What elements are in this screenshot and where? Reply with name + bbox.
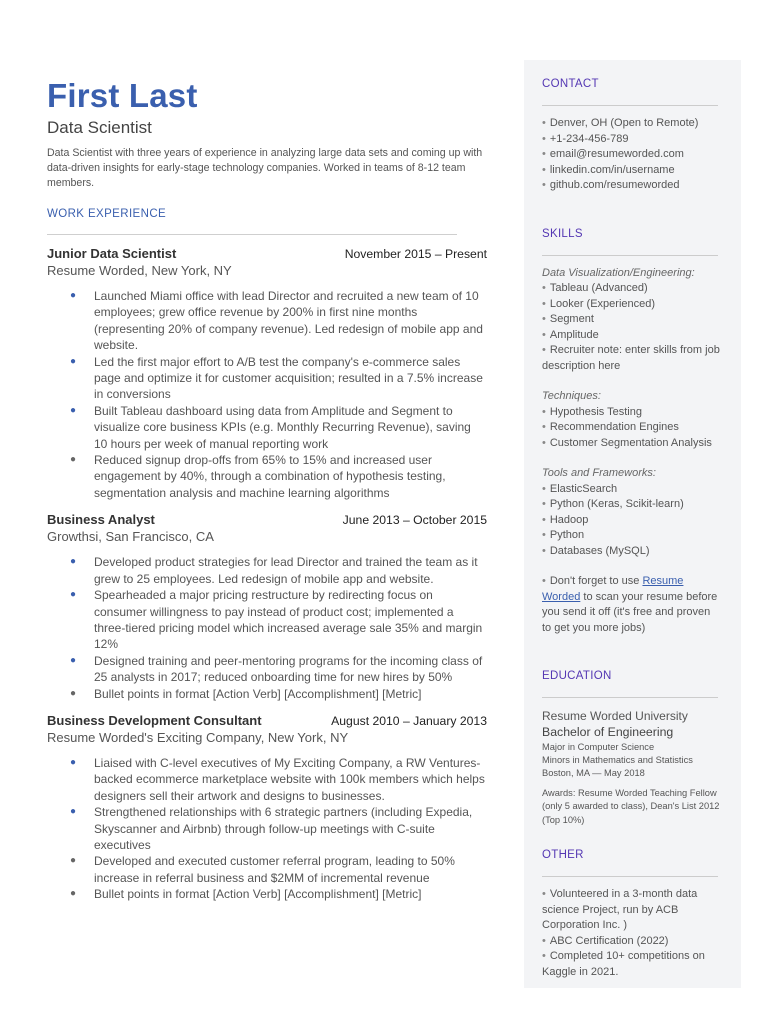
bullet-item: ● Strengthened relationships with 6 strategic partners (including Expedia, Skyscanner and Airbnb) through follow-up meetings with C-suite executives	[70, 805, 473, 852]
section-divider	[542, 255, 718, 256]
job-company: Resume Worded's Exciting Company, New York, NY	[47, 729, 349, 745]
candidate-name: First Last	[47, 77, 198, 114]
skill-item: • Databases (MySQL)	[542, 544, 650, 557]
contact-github[interactable]: • github.com/resumeworded	[542, 179, 680, 191]
skill-item: • Recruiter note: enter skills from job description here	[542, 344, 720, 372]
job-company: Resume Worded, New York, NY	[47, 263, 232, 278]
bullet-item: ● Developed and executed customer referral program, leading to 50% increase in referral business and $2MM of incremental revenue	[70, 854, 455, 885]
skill-item: • ElasticSearch	[542, 482, 618, 495]
contact-list	[542, 116, 722, 194]
bullet-item: ● Developed product strategies for lead Director and trained the team as it grew to 25 employees. Led redesign of mobile app and website.	[70, 555, 478, 586]
contact-email[interactable]: • email@resumeworded.com	[542, 148, 684, 160]
section-divider	[542, 876, 718, 877]
job-bullets	[70, 554, 487, 702]
education-heading: EDUCATION	[542, 670, 612, 682]
bullet-dot-icon: ●	[70, 290, 77, 301]
bullet-dot-icon: ●	[70, 556, 77, 568]
contact-location: • Denver, OH (Open to Remote)	[542, 117, 699, 129]
other-heading: OTHER	[542, 849, 584, 861]
bullet-dot-icon: ●	[70, 855, 77, 867]
education-school: Resume Worded University	[542, 709, 688, 723]
job-bullets	[70, 755, 487, 903]
skill-list	[542, 281, 722, 374]
section-divider	[542, 697, 718, 698]
work-experience-heading: WORK EXPERIENCE	[47, 208, 167, 220]
job-entry	[47, 713, 487, 903]
bullet-item: ● Designed training and peer-mentoring programs for the incoming class of 25 analysts in 2017; reduced onboarding time for new hires by 50%	[70, 653, 483, 685]
bullet-item: ● Spearheaded a major pricing restructure by redirecting focus on consumer willingness to pay instead of product cost; implemented a three-tiered pricing model which increased average sale 35% and margin 12%	[70, 588, 483, 652]
bullet-item: ● Led the first major effort to A/B test the company's e-commerce sales page and optimize it for customer acquisition; resulted in a 7.5% increase in conversions	[70, 354, 483, 402]
skill-list	[542, 405, 722, 452]
contact-linkedin[interactable]: • linkedin.com/in/username	[542, 163, 675, 176]
job-title: Junior Data Scientist	[47, 246, 177, 261]
bullet-dot-icon: ●	[70, 654, 77, 666]
job-title: Business Development Consultant	[47, 712, 262, 728]
bullet-item: ● Reduced signup drop-offs from 65% to 15% and increased user engagement by 40%, through a combination of hypothesis testing, segmentation analysis and machine learning algorithms	[70, 453, 446, 500]
skill-item: • Python (Keras, Scikit-learn)	[542, 498, 684, 510]
bullet-dot-icon: ●	[70, 589, 77, 601]
bullet-item: ● Liaised with C-level executives of My Exciting Company, a RW Ventures-backed ecommerce marketplace website with 100k members which helps designers sell their artwork and designs to businesses.	[70, 755, 485, 803]
sidebar	[524, 60, 741, 988]
bullet-dot-icon: ●	[70, 687, 77, 699]
contact-heading: CONTACT	[542, 78, 599, 90]
skill-group-label: Tools and Frameworks:	[542, 467, 656, 479]
job-entry	[47, 512, 487, 702]
contact-phone: • +1-234-456-789	[542, 132, 629, 145]
bullet-item: ● Launched Miami office with lead Director and recruited a new team of 10 employees; grew office revenue by 200% in first nine months (representing 20% of company revenue). Led redesign of mobile app and website.	[70, 289, 483, 353]
bullet-dot-icon: ●	[70, 806, 77, 818]
job-dates: November 2015 – Present	[344, 247, 487, 261]
bullet-item: ● Bullet points in format [Action Verb] [Accomplishment] [Metric]	[70, 887, 422, 902]
skill-item: • Recommendation Engines	[542, 421, 679, 433]
education-location-date: Boston, MA — May 2018	[542, 768, 645, 779]
bullet-dot-icon: ●	[70, 355, 77, 367]
other-item: • Completed 10+ competitions on Kaggle in 2021.	[542, 950, 705, 978]
main-column	[47, 78, 487, 903]
job-company: Growthsi, San Francisco, CA	[47, 529, 214, 545]
other-item: • Volunteered in a 3-month data science Project, run by ACB Corporation Inc. )	[542, 888, 698, 931]
education-minors: Minors in Mathematics and Statistics	[542, 755, 693, 766]
skill-item: • Hadoop	[542, 513, 589, 526]
skill-item: • Python	[542, 529, 585, 541]
skill-group-label: Techniques:	[542, 390, 601, 402]
skill-group-label: Data Visualization/Engineering:	[542, 266, 695, 279]
resume-worded-link[interactable]: Resume Worded	[542, 575, 684, 603]
job-dates: August 2010 – January 2013	[331, 713, 487, 728]
skill-item: • Tableau (Advanced)	[542, 282, 648, 294]
education-major: Major in Computer Science	[542, 742, 655, 752]
section-divider	[47, 234, 457, 235]
skill-item: • Hypothesis Testing	[542, 405, 642, 418]
skill-item: • Customer Segmentation Analysis	[542, 436, 712, 449]
bullet-item: ● Built Tableau dashboard using data from Amplitude and Segment to visualize core business KPIs (e.g. Monthly Recurring Revenue), saving 10 hours per week of manual reporting work	[70, 403, 471, 451]
skill-list	[542, 482, 722, 560]
education-degree: Bachelor of Engineering	[542, 725, 674, 739]
resume-worded-note: • Don't forget to use Resume Worded to scan your resume before you send it off (it's free and proven to get you more jobs)	[542, 575, 718, 634]
job-dates: June 2013 – October 2015	[342, 513, 487, 528]
section-divider	[542, 105, 718, 106]
education-awards: Awards: Resume Worded Teaching Fellow (only 5 awarded to class), Dean's List 2012 (Top 10%)	[542, 787, 720, 826]
bullet-dot-icon: ●	[70, 404, 77, 416]
bullet-dot-icon: ●	[70, 454, 77, 466]
skill-item: • Amplitude	[542, 328, 599, 341]
candidate-role: Data Scientist	[47, 118, 152, 137]
summary: Data Scientist with three years of experience in analyzing large data sets and coming up with data-driven insights for early-stage technology companies. Worked in teams of 8-12 team members.	[47, 147, 483, 189]
bullet-item: ● Bullet points in format [Action Verb] [Accomplishment] [Metric]	[70, 686, 422, 701]
job-bullets	[70, 288, 487, 501]
job-entry	[47, 246, 487, 501]
bullet-dot-icon: ●	[70, 888, 77, 900]
other-item: • ABC Certification (2022)	[542, 934, 669, 947]
skill-item: • Segment	[542, 313, 594, 325]
bullet-dot-icon: ●	[70, 756, 77, 768]
skills-heading: SKILLS	[542, 227, 583, 240]
other-list	[542, 887, 722, 980]
job-title: Business Analyst	[47, 512, 155, 528]
skill-item: • Looker (Experienced)	[542, 297, 656, 310]
